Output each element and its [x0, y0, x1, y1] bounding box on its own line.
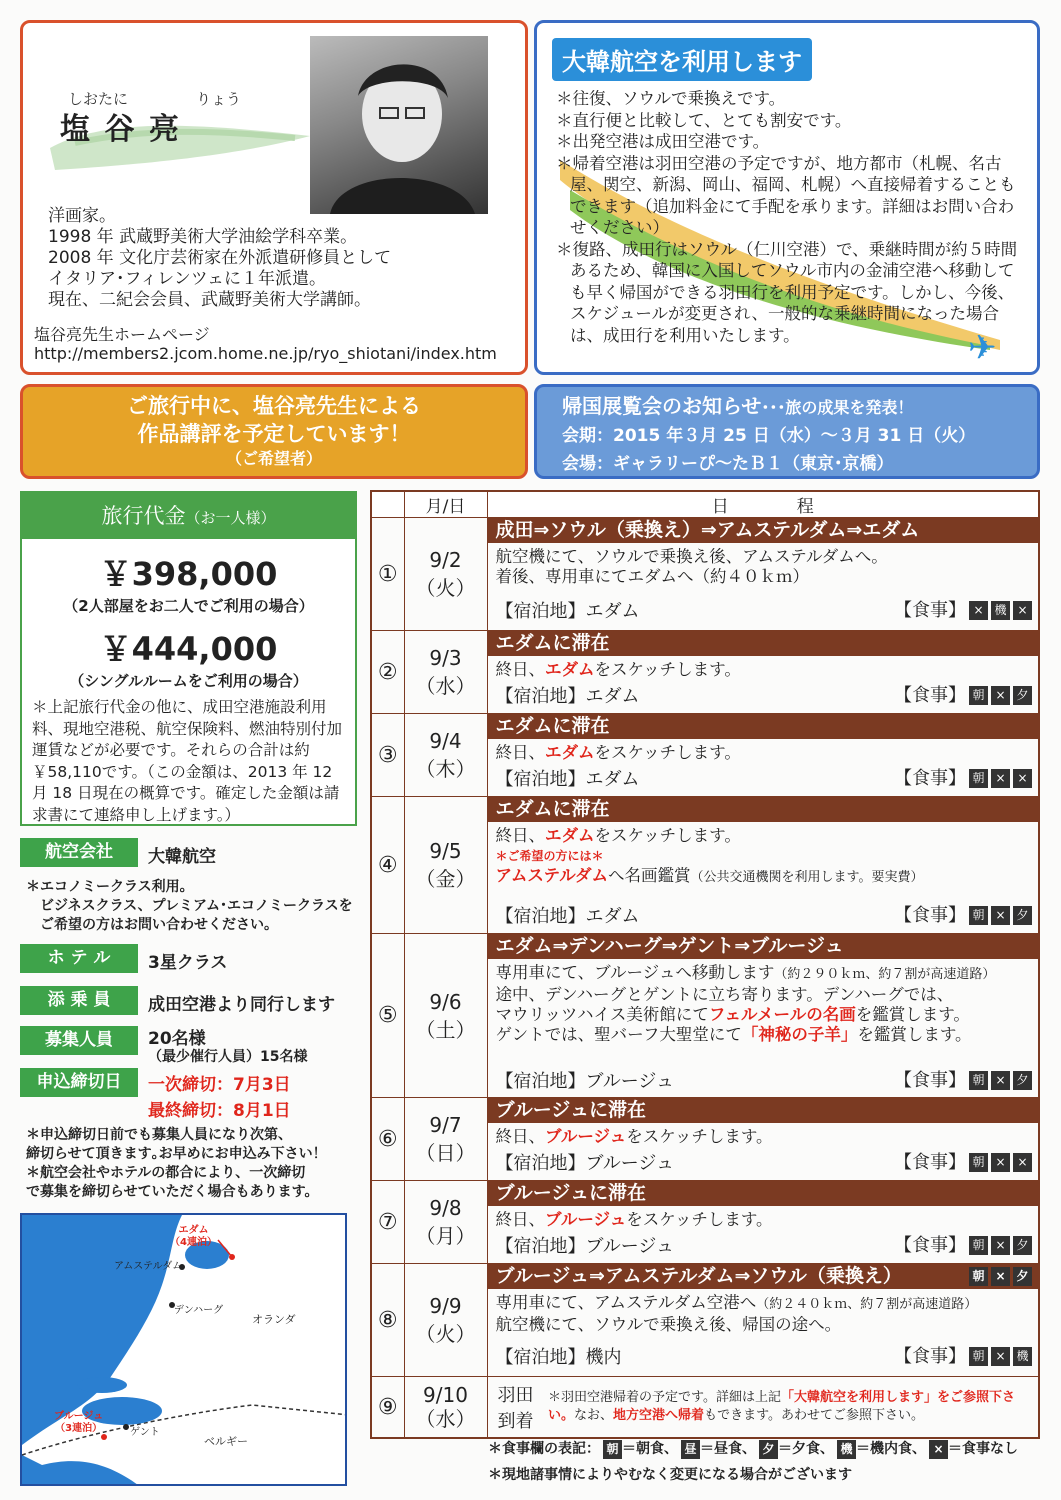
day-desc-distance: （約２９０ｋｍ、約７割が高速道路）: [774, 967, 996, 982]
day-date: [404, 1181, 487, 1264]
day-date-value: 9/7: [429, 1113, 462, 1137]
day-desc-line: 途中、デンハーグとゲントに立ち寄ります。デンハーグでは、: [495, 985, 954, 1004]
day-description: [488, 543, 1039, 597]
venue-label: 会場：: [562, 454, 613, 474]
arrival-note-part: なお、: [574, 1408, 614, 1423]
meal-breakfast: 朝: [969, 1267, 988, 1286]
airline-class-note: [26, 878, 353, 935]
day-desc-place: エダム: [545, 660, 595, 679]
day-detail: [487, 797, 1039, 934]
price-single: ￥444,000: [99, 630, 278, 668]
day-date: [404, 714, 487, 797]
airline-class-note-line: ＊エコノミークラス利用。: [26, 879, 194, 895]
legend-value: ＝朝食、: [622, 1441, 678, 1457]
airline-note: ＊出発空港は成田空港です。: [556, 132, 770, 151]
deadline-note-line: 締切らせて頂きます｡お早めにお申込み下さい！: [26, 1146, 327, 1162]
schedule-row: [371, 934, 1039, 1098]
day-description: [488, 656, 1039, 682]
day-date-value: 9/6: [429, 989, 462, 1014]
optional-activity: へ名画鑑賞: [608, 866, 691, 885]
price-header: [22, 493, 355, 539]
bio-line: 現在、二紀会会員、武蔵野美術大学講師。: [48, 290, 371, 310]
day-title: ブルージュに滞在: [488, 1181, 1039, 1206]
meal-breakfast: 朝: [969, 906, 988, 925]
capacity-value: 20名様: [148, 1029, 206, 1049]
day-desc-post: をスケッチします。: [626, 1210, 773, 1229]
day-date: [404, 631, 487, 714]
meal-lunch: ×: [991, 906, 1010, 925]
meal-breakfast: 朝: [969, 769, 988, 788]
meal-breakfast: 朝: [969, 1347, 988, 1366]
day-stay-row: [488, 765, 1039, 791]
day-detail: [487, 631, 1039, 714]
price-double: ￥398,000: [99, 555, 278, 593]
day-desc-pre: 終日、: [495, 1127, 545, 1146]
critique-text: [20, 392, 528, 470]
price-box: [20, 491, 357, 826]
legend-key-dinner: 夕: [759, 1440, 778, 1459]
schedule-table: [370, 490, 1040, 1439]
deadline-note-line: で募集を締切らせていただく場合もあります。: [26, 1184, 319, 1200]
day-desc-part: を鑑賞します。: [857, 1025, 972, 1044]
meal-breakfast: ×: [969, 601, 988, 620]
meal-label: 【食事】: [894, 600, 966, 621]
exhibition-title: 帰国展覧会のお知らせ: [562, 394, 762, 418]
hotel-value: 3星クラス: [148, 953, 228, 973]
day-title: エダムに滞在: [488, 631, 1039, 656]
meal-legend: [488, 1440, 1018, 1459]
day-weekday: （金）: [415, 867, 476, 891]
day-date: [404, 1098, 487, 1181]
deadline-note-line: ＊申込締切日前でも募集人員になり次第、: [26, 1127, 292, 1143]
bio-text: [48, 206, 391, 311]
map-label-netherlands: オランダ: [252, 1313, 296, 1326]
schedule-row: [371, 714, 1039, 797]
deadline-notes: [26, 1126, 327, 1202]
airline-note: ＊直行便と比較して、とても割安です。: [556, 110, 852, 130]
day-desc-line: 専用車にて、ブルージュへ移動します: [495, 963, 775, 982]
meal-label: 【食事】: [894, 1152, 966, 1173]
header-date: 月/日: [404, 491, 487, 518]
price-single-note: （シングルルームをご利用の場合）: [69, 672, 308, 690]
price-header-title: 旅行代金: [101, 504, 186, 528]
day-detail: [487, 1377, 1039, 1439]
header-itinerary: 日 程: [487, 491, 1039, 518]
day-detail: [487, 1264, 1039, 1377]
map-graphic: [22, 1215, 347, 1486]
meal-dinner: ×: [1013, 1153, 1032, 1172]
airline-notes: [556, 88, 1026, 346]
schedule-row: [371, 518, 1039, 631]
day-desc-post: をスケッチします。: [594, 660, 741, 679]
day-desc-place: エダム: [545, 826, 595, 845]
map-label-bruges-name: ブルージュ: [54, 1411, 104, 1422]
schedule-row: [371, 1264, 1039, 1377]
day-meals: [891, 768, 1032, 789]
day-meals: [891, 685, 1032, 706]
map-label-amsterdam: アムステルダム: [114, 1261, 183, 1272]
meal-breakfast: 朝: [969, 1071, 988, 1090]
day-desc-place: ブルージュ: [545, 1127, 627, 1146]
day-detail: [487, 1181, 1039, 1264]
guide-label: 添 乗 員: [20, 986, 138, 1015]
day-meals: [891, 1152, 1032, 1173]
day-weekday: （土）: [415, 1017, 476, 1042]
day-desc-pre: 終日、: [495, 826, 545, 845]
exhibition-period: 2015 年３月 25 日（水）～３月 31 日（火）: [613, 426, 976, 446]
day-description: [488, 739, 1039, 765]
legend-value: ＝昼食、: [700, 1441, 756, 1457]
meal-label: 【食事】: [894, 905, 966, 926]
day-desc-highlight: 「神秘の子羊」: [741, 1025, 858, 1044]
meal-dinner: 夕: [1013, 1267, 1032, 1286]
day-stay-row: [488, 902, 1039, 928]
header-blank: [371, 491, 404, 518]
meal-label: 【食事】: [894, 685, 966, 706]
meal-lunch: 機: [991, 601, 1010, 620]
day-weekday: （水）: [415, 674, 476, 698]
price-extra-note: ＊上記旅行代金の他に、成田空港施設利用料、現地空港税、航空保険料、燃油特別付加運賃などが必要です。それらの合計は約￥58,110です。（この金額は、2013 年 12 月 18 日現在の概算です。確定した金額は請求書にて連絡申し上げます。）: [32, 698, 343, 824]
legend-value: ＝夕食、: [778, 1441, 834, 1457]
legend-key-breakfast: 朝: [603, 1440, 622, 1459]
day-stay-row: [488, 1067, 1039, 1093]
deadline-note-line: ＊航空会社やホテルの都合により、一次締切: [26, 1165, 306, 1181]
hotel-label: ホ テ ル: [20, 944, 138, 973]
meal-lunch: ×: [991, 686, 1010, 705]
deadline-first: 一次締切：7月3日: [148, 1075, 291, 1095]
day-date-value: 9/3: [429, 646, 462, 670]
airline-label: 航空会社: [20, 838, 138, 867]
map-label-edam-stay: （4連泊）: [170, 1237, 217, 1248]
day-desc-distance: （約２４０ｋｍ、約７割が高速道路）: [756, 1297, 978, 1312]
day-number: ⑨: [371, 1377, 404, 1439]
meal-lunch: ×: [991, 1071, 1010, 1090]
day-title: エダムに滞在: [488, 714, 1039, 739]
optional-place: アムステルダム: [495, 866, 609, 885]
arrival-label: 羽田到着: [497, 1385, 534, 1432]
meal-dinner: 夕: [1013, 906, 1032, 925]
day-desc-pre: 終日、: [495, 743, 545, 762]
day-number: ⑥: [371, 1098, 404, 1181]
map-label-belgium: ベルギー: [204, 1435, 248, 1448]
day-meals: [891, 1070, 1032, 1091]
day-stay: 【宿泊地】ブルージュ: [495, 1153, 675, 1174]
day-meals: [891, 1346, 1032, 1367]
airline-class-note-line: ご希望の方はお問い合わせください。: [40, 917, 278, 933]
critique-note: （ご希望者）: [225, 449, 322, 468]
schedule-row: [371, 631, 1039, 714]
day-stay: 【宿泊地】エダム: [495, 769, 640, 790]
legend-key-none: ×: [929, 1440, 948, 1459]
day-number: ⑦: [371, 1181, 404, 1264]
day-stay: 【宿泊地】機内: [495, 1347, 622, 1368]
map-label-edam-name: エダム: [178, 1225, 209, 1236]
critique-line: ご旅行中に、塩谷亮先生による: [127, 394, 421, 418]
day-date: [404, 518, 487, 631]
day-number: ②: [371, 631, 404, 714]
optional-label: ＊ご希望の方には＊: [495, 849, 604, 863]
portrait-silhouette: [310, 36, 488, 214]
day-desc-highlight: フェルメールの名画: [708, 1005, 856, 1024]
day-weekday: （月）: [415, 1224, 476, 1248]
day-desc-part: を鑑賞します。: [855, 1005, 970, 1024]
meal-breakfast: 朝: [969, 1153, 988, 1172]
airline-note: ＊往復、ソウルで乗換えです。: [556, 89, 786, 108]
deadline-label: 申込締切日: [20, 1068, 138, 1097]
airline-value: 大韓航空: [148, 847, 216, 867]
day-weekday: （火）: [415, 1322, 476, 1346]
day-desc-part: マウリッツハイス美術館にて: [495, 1005, 709, 1024]
day-desc-line: 専用車にて、アムステルダム空港へ: [495, 1293, 757, 1312]
day-date-value: 9/9: [429, 1294, 462, 1318]
meal-breakfast: 朝: [969, 686, 988, 705]
name-ruby-given: りょう: [196, 90, 242, 108]
change-notice: ＊現地諸事情によりやむなく変更になる場合がございます: [488, 1467, 852, 1483]
day-date-value: 9/10: [423, 1383, 468, 1407]
day-desc-place: エダム: [545, 743, 595, 762]
day-meals: [891, 600, 1032, 621]
day-date-value: 9/2: [429, 548, 462, 572]
meal-dinner: 夕: [1013, 1236, 1032, 1255]
day-stay: 【宿泊地】ブルージュ: [495, 1071, 675, 1092]
day-desc-post: をスケッチします。: [594, 826, 741, 845]
day-title-row: [488, 1264, 1039, 1289]
day-title: エダム⇒デンハーグ⇒ゲント⇒ブルージュ: [488, 934, 1039, 959]
schedule-row: [371, 1377, 1039, 1439]
exhibition-subtitle: ･･･旅の成果を発表！: [761, 398, 914, 417]
schedule-row: [371, 1181, 1039, 1264]
arrival-note-part: もできます。あわせてご参照下さい。: [704, 1408, 925, 1423]
day-detail: [487, 518, 1039, 631]
day-meals: [891, 905, 1032, 926]
exhibition-venue: ギャラリーぴ～たＢ１（東京･京橋）: [613, 454, 894, 474]
day-description: [488, 1206, 1039, 1232]
airplane-icon: ✈: [968, 328, 997, 368]
day-number: ⑤: [371, 934, 404, 1098]
day-desc-pre: 終日、: [495, 660, 545, 679]
meal-dinner: ×: [1013, 769, 1032, 788]
day-desc-post: をスケッチします。: [626, 1127, 773, 1146]
day-number: ④: [371, 797, 404, 934]
day-stay: 【宿泊地】エダム: [495, 601, 640, 622]
day-description: [488, 822, 1039, 902]
airline-box-title: 大韓航空を利用します: [552, 38, 812, 81]
schedule-row: [371, 1098, 1039, 1181]
schedule-row: [371, 797, 1039, 934]
meal-label: 【食事】: [894, 1235, 966, 1256]
day-date: [404, 934, 487, 1098]
day-stay: 【宿泊地】ブルージュ: [495, 1236, 675, 1257]
meal-dinner: 機: [1013, 1347, 1032, 1366]
meal-lunch: ×: [991, 1267, 1010, 1286]
critique-line: 作品講評を予定しています！: [137, 422, 411, 446]
meal-label: 【食事】: [894, 768, 966, 789]
meal-breakfast: 朝: [969, 1236, 988, 1255]
day-date-value: 9/8: [429, 1196, 462, 1220]
homepage-url[interactable]: http://members2.jcom.home.ne.jp/ryo_shiotani/index.htm: [34, 344, 497, 363]
day-description-line: 着後、専用車にてエダムへ（約４０ｋｍ）: [495, 567, 809, 586]
deadline-final: 最終締切：8月1日: [148, 1101, 291, 1121]
legend-key-lunch: 昼: [681, 1440, 700, 1459]
day-stay-row: [488, 1343, 1039, 1369]
guide-value: 成田空港より同行します: [148, 995, 335, 1015]
day-weekday: （水）: [415, 1407, 476, 1431]
schedule-header-row: [371, 491, 1039, 518]
price-header-sub: （お一人様）: [185, 509, 276, 527]
day-desc-pre: 終日、: [495, 1210, 545, 1229]
day-description: [488, 1123, 1039, 1149]
day-stay-row: [488, 1149, 1039, 1175]
day-date-value: 9/5: [429, 839, 462, 863]
meal-lunch: ×: [991, 1153, 1010, 1172]
day-stay-row: [488, 597, 1039, 623]
name-ruby-family: しおたに: [68, 90, 129, 108]
meal-lunch: ×: [991, 769, 1010, 788]
day-weekday: （日）: [415, 1141, 476, 1165]
day-stay: 【宿泊地】エダム: [495, 686, 640, 707]
day-description: [488, 959, 1039, 1067]
bio-line: 2008 年 文化庁芸術家在外派遣研修員として: [48, 248, 392, 268]
airline-note: ＊帰着空港は羽田空港の予定ですが、地方都市（札幌、名古屋、関空、新潟、岡山、福岡、札幌）へ直接帰着することもできます（追加料金にて手配を承ります。詳細はお問い合わせください）: [556, 153, 1016, 237]
capacity-label: 募集人員: [20, 1026, 138, 1055]
day-description: [488, 1289, 1039, 1343]
day-title: 成田⇒ソウル（乗換え）⇒アムステルダム⇒エダム: [488, 518, 1039, 543]
route-map: [20, 1213, 347, 1486]
day-desc-line: 航空機にて、ソウルで乗換え後、帰国の途へ。: [495, 1315, 842, 1334]
day-date: [404, 1264, 487, 1377]
day-stay-row: [488, 682, 1039, 708]
price-double-note: （2人部屋をお二人でご利用の場合）: [63, 597, 314, 615]
map-label-bruges: [54, 1411, 103, 1435]
day-weekday: （木）: [415, 757, 476, 781]
day-date: [404, 797, 487, 934]
teacher-photo: [310, 36, 488, 214]
exhibition-text: [562, 392, 975, 478]
arrival-note-highlight: 「大韓航空を利用します」をご参照下さい。: [548, 1390, 1015, 1423]
legend-value: ＝機内食、: [856, 1441, 926, 1457]
day-weekday: （火）: [415, 576, 476, 600]
optional-note: （公共交通機関を利用します。要実費）: [690, 870, 924, 885]
meal-dinner: ×: [1013, 601, 1032, 620]
day-number: ⑧: [371, 1264, 404, 1377]
meal-label: 【食事】: [894, 1070, 966, 1091]
day-description-line: 航空機にて、ソウルで乗換え後、アムステルダムへ。: [495, 547, 888, 566]
day-title-meals: [966, 1264, 1032, 1289]
bio-line: イタリア･フィレンツェに１年派遣。: [48, 269, 327, 289]
day-detail: [487, 714, 1039, 797]
legend-key-inflight: 機: [837, 1440, 856, 1459]
day-title: エダムに滞在: [488, 797, 1039, 822]
map-label-bruges-stay: （3連泊）: [55, 1423, 103, 1434]
homepage-label: 塩谷亮先生ホームページ: [34, 325, 210, 344]
map-label-ghent: ゲント: [130, 1427, 160, 1438]
day-number: ①: [371, 518, 404, 631]
day-desc-part: ゲントでは、聖バーフ大聖堂にて: [495, 1025, 742, 1044]
bio-line: 洋画家。: [48, 206, 116, 226]
map-label-hague: デンハーグ: [174, 1305, 224, 1316]
arrival-note-part: ＊羽田空港帰着の予定です。詳細は上記: [548, 1390, 781, 1405]
day-stay: 【宿泊地】エダム: [495, 906, 640, 927]
meal-dinner: 夕: [1013, 686, 1032, 705]
day-desc-place: ブルージュ: [545, 1210, 627, 1229]
arrival-note: [548, 1389, 1032, 1425]
airline-note: ＊復路、成田行はソウル（仁川空港）で、乗継時間が約５時間あるため、韓国に入国してソウル市内の金浦空港へ移動しても早く帰国ができる羽田行を利用予定です。しかし、今後、スケジュールが変更され、一般的な乗継時間になった場合は、成田行を利用いたします。: [556, 239, 1018, 345]
day-detail: [487, 1098, 1039, 1181]
bio-line: 1998 年 武蔵野美術大学油絵学科卒業。: [48, 227, 358, 247]
day-number: ③: [371, 714, 404, 797]
arrival-note-highlight: 地方空港へ帰着: [613, 1408, 705, 1423]
day-desc-post: をスケッチします。: [594, 743, 741, 762]
day-stay-row: [488, 1232, 1039, 1258]
day-date: [404, 1377, 487, 1439]
airline-class-note-line: ビジネスクラス、プレミアム･エコノミークラスを: [40, 898, 353, 914]
legend-value: ＝食事なし: [948, 1441, 1018, 1457]
capacity-min: （最少催行人員）15名様: [148, 1049, 308, 1065]
meal-lunch: ×: [991, 1236, 1010, 1255]
meal-lunch: ×: [991, 1347, 1010, 1366]
legend-prefix: ＊食事欄の表記：: [488, 1441, 600, 1457]
day-title: ブルージュ⇒アムステルダム⇒ソウル（乗換え）: [495, 1265, 902, 1287]
teacher-name: 塩 谷 亮: [60, 112, 181, 147]
map-label-edam: [170, 1225, 217, 1249]
day-meals: [891, 1235, 1032, 1256]
meal-label: 【食事】: [894, 1346, 966, 1367]
meal-dinner: 夕: [1013, 1071, 1032, 1090]
period-label: 会期：: [562, 426, 613, 446]
day-date-value: 9/4: [429, 729, 462, 753]
day-title: ブルージュに滞在: [488, 1098, 1039, 1123]
day-detail: [487, 934, 1039, 1098]
